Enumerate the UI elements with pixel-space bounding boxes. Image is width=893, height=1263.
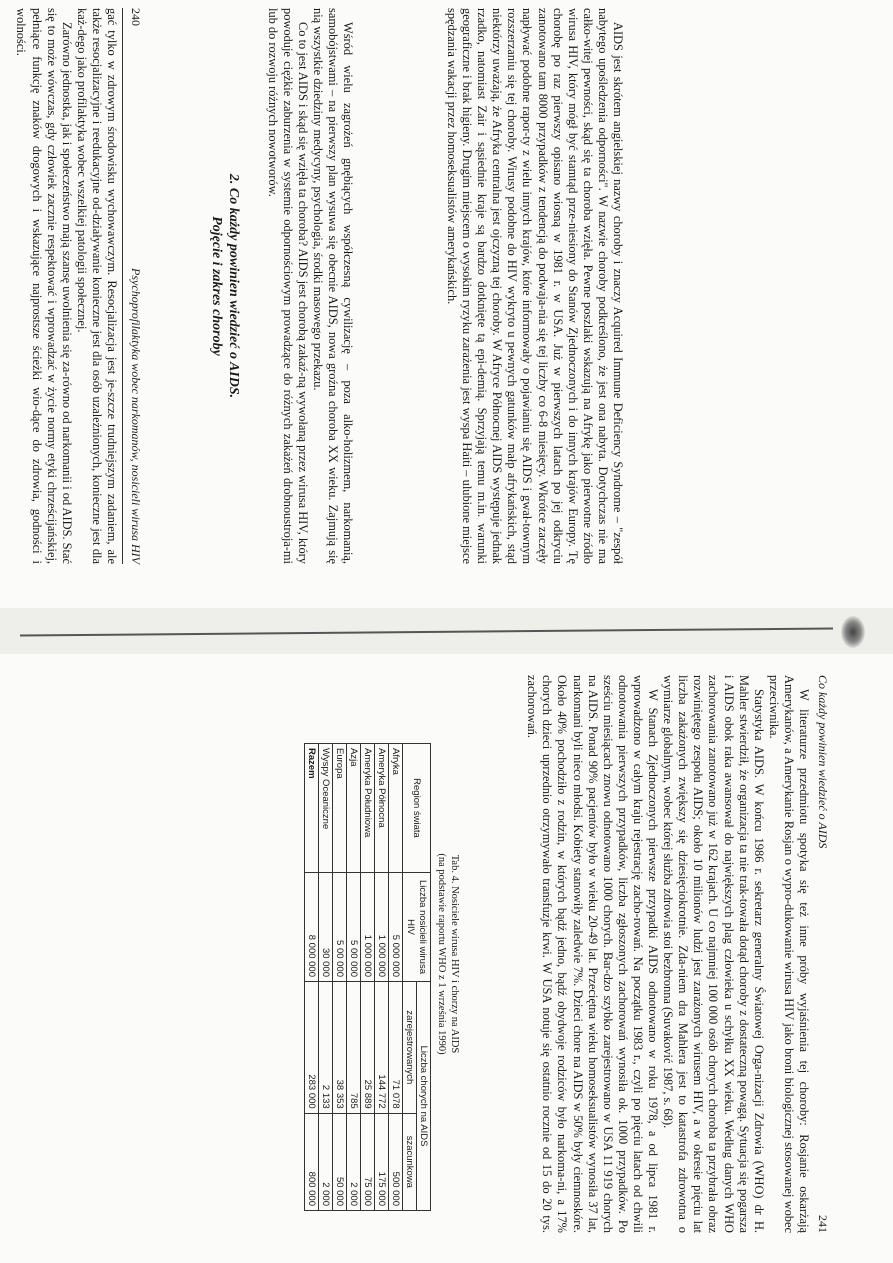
region-cell: Europa [333,744,347,873]
estimated-cell: 175 000 [375,1113,389,1210]
table-caption-title: Tab. 4. Nosiciele wirusa HIV i chorzy na AIDS [449,854,460,1054]
section-subtitle: Pojęcie i zakres choroby [209,216,224,356]
page-gutter [0,608,893,654]
carriers-header: Liczba nosicieli wirusa HIV [403,873,431,982]
body-text [249,8,355,564]
paragraph: AIDS jest skrótem angielskiej nazwy choroby i znaczy Acquired Immune Deficiency Syndrome – "zespół nabytego upośledzenia odporności". W nazwie choroby podkreślono, że jest ona nabyta. Dotychczas nie ma całko-witej pewności, skąd się ta choroba wzięła. Pewne poszlaki wskazują na Afrykę jako pierwotne źródło wirusa HIV, który mógł być stamtąd prze-niesiony do Stanów Zjednoczonych i do innych krajów Europy. Tę chorobę po raz pierwszy opisano wiosną w 1981 r. w USA. Już w pierwszych latach po jej odkryciu zanotowano tam 8000 przypadków z tendencją do podwaja-nia się tej liczby co 6-8 miesięcy. Wkrótce zaczęły napływać podobne rapor-ty z wielu innych krajów, które informowały o pojawianiu się AIDS i gwał-townym rozszerzaniu się tej choroby. Wirusy podobne do HIV wykryto u pewnych gatunków małp afrykańskich, stąd niektórzy uważają, że Afryka centralna jest ojczyzną tej choroby. W Afryce Północnej AIDS występuje jednak rzadko, natomiast Zair i sąsiednie kraje są bardzo dotknięte tą epi-demią. Sprzyjają temu m.in. warunki geograficzne i brak higieny. Drugim miejscem o wysokim ryzyku zarażenia jest wyspa Haiti – ulubione miejsce spędzania wakacji przez homoseksualistów amerykańskich. [444,8,625,564]
registered-cell: 785 [347,982,361,1114]
carriers-cell: 5 000 000 [389,873,403,982]
region-cell: Afryka [389,744,403,873]
page-number: 241 [816,1215,830,1233]
total-label-cell: Razem [305,744,319,873]
cases-header: Liczba chorych na AIDS [417,982,431,1211]
paragraph: Zarówno jednostka, jak i społeczeństwo mają szansę uwolnienia się za-równo od narkomanii i od AIDS. Stać się to może wówczas, gdy człowiek zacznie respektować i wprowadzać w życie normy etyki chrześcijańskiej, pełniące funkcję znaków drogowych i wskazujące najprostsze ścieżki wio-dące do zdrowia, godności i wolności. [14,8,74,564]
estimated-header: szacunkowa [403,1113,417,1210]
right-page [0,655,893,1255]
left-page-header [128,8,143,564]
section-heading [208,8,242,564]
page-number: 240 [129,8,143,26]
estimated-cell: 50 000 [333,1113,347,1210]
table-caption-source: (na podstawie raportu WHO z 1 września 1990) [436,853,447,1055]
carriers-cell: 1 000 000 [375,873,389,982]
body-text-continued [359,8,625,564]
paragraph: Wśród wielu zagrożeń gnębiących współczesną cywilizację – poza alko-holizmem, narkomanią, samobójstwami – na pierwszy plan wysuwa się obecnie AIDS, nowa groźna choroba XX wieku. Zajmują się nią wszystkie dziedziny medycyny, psychologia, środki masowego przekazu. [310,8,355,564]
paragraph: W Stanach Zjednoczonych pierwsze przypadki AIDS odnotowano w roku 1978, a od lipca 1981 r. wprowadzono w całym kraju rejestrację zacho-rowań. Na początku 1983 r., czyli po pięciu latach od chwili odnotowania pierwszych przypadków, liczba zgłoszonych zachorowań wynosiła ok. 1000 przypadków. Po sześciu miesiącach znowu odnotowano 1000 chorych. Bar-dzo szybko zarejestrowano w USA 11 919 chorych na AIDS. Ponad 90% pacjentów było w wieku 20-49 lat. Przeciętna wieku homoseksualistów wynosiła 37 lat, narkomani byli nieco młodsi. Kobiety stanowiły zaledwie 7%. Dzieci chore na AIDS w 50% były ciemnoskóre. Około 40% pochodziło z rodzin, w których bądź jedno, bądź obydwoje rodziców było narkoma-ni, a 17% chorych dzieci uprzednio otrzymywało transfuzje krwi. W USA notuje się ostatnio rocznie od 15 do 20 tys. zachorowań. [525,675,661,1233]
estimated-cell: 2 000 [347,1113,361,1210]
estimated-cell: 75 000 [361,1113,375,1210]
right-body-text [469,675,811,1233]
total-estimated-cell: 800 000 [305,1113,319,1210]
paragraph: Statystyka AIDS. W końcu 1986 r. sekretarz generalny Światowej Orga-nizacji Zdrowia (WHO) dr H. Mahler stwierdził, że organizacja ta nie trak-towała dotąd choroby z dostateczną powagą. Sytuacja się pogarsza i AIDS obok raka awansował do największych plag człowieka u schyłku XX wieku. Według danych WHO zachorowania zanotowano już w 162 krajach. U co najmniej 100 000 osób chorych choroba ta przybrała obraz rozwiniętego zespołu AIDS; około 10 milionów ludzi jest zarażonych wirusem HIV, a w okresie pięciu lat liczba zakażonych zwiększy się dziesięciokrotnie. Zda-niem dra Mahlera jest to katastrofa zdrowotna o wymiarze globalnym, wobec której służba zdrowia stoi bezbronna (Suvaković 1987, s. 68). [661,675,766,1233]
table-row [319,744,333,1211]
table-row [375,744,389,1211]
left-page [0,0,893,600]
running-title: Psychoprofilaktyka wobec narkomanów, nosicieli wirusa HIV [129,268,143,564]
carriers-cell: 30 000 [319,873,333,982]
total-registered-cell: 283 000 [305,982,319,1114]
table-row [361,744,375,1211]
region-cell: Ameryka Południowa [361,744,375,873]
table-row [333,744,347,1211]
registered-cell: 71 078 [389,982,403,1114]
registered-cell: 25 889 [361,982,375,1114]
estimated-cell: 2 000 [319,1113,333,1210]
table-row [389,744,403,1211]
paragraph: gać tylko w zdrowym środowisku wychowawczym. Resocjalizacja jest je-szcze trudniejszym zadaniem, ale także resocjalizacyjne i reedukacyjne od-działywanie konieczne jest dla osób uzależnionych, konieczne jest dla każ-dego jako profilaktyka wobec wszelkiej patologii społecznej. [74,8,119,564]
paragraph: Co to jest AIDS i skąd się wzięła ta choroba? AIDS jest chorobą zakaź-ną wywołaną przez wirusa HIV, który powoduje ciężkie zaburzenia w systemie odpornościowym prowadzące do różnych zakażeń drobnoustroja-mi lub do rozwoju różnych nowotworów. [265,8,310,564]
carriers-cell: 5 00 000 [333,873,347,982]
section-title: 2. Co każdy powinien wiedzieć o AIDS. [226,173,241,399]
registered-cell: 38 353 [333,982,347,1114]
region-header: Region świata [403,744,431,873]
paragraph: W literaturze przedmiotu spotyka się też inne próby wyjaśnienia tej choroby: Rosjanie oskarżają Amerykanów, a Amerykanie Rosjan o wypro-dukowanie wirusa HIV jako broni biologicznej stosowanej wobec przeciwnika. [766,675,811,1233]
registered-cell: 2 133 [319,982,333,1114]
estimated-cell: 500 000 [389,1113,403,1210]
header-rule [122,8,123,564]
table-row [347,744,361,1211]
region-cell: Wyspy Oceaniczne [319,744,333,873]
region-cell: Azja [347,744,361,873]
right-page-header [815,675,830,1233]
carriers-cell: 1 000 000 [361,873,375,982]
table-total-row [305,744,319,1211]
intro-text [0,8,119,564]
carriers-cell: 5 00 000 [347,873,361,982]
registered-header: zarejestrowanych [403,982,417,1114]
scan-smudge [841,616,865,648]
hiv-aids-table [304,743,431,1211]
running-title: Co każdy powinien wiedzieć o AIDS [816,675,830,849]
table-caption [435,675,461,1233]
registered-cell: 144 772 [375,982,389,1114]
table-header-row [417,744,431,1211]
gutter-rule [20,627,833,636]
region-cell: Ameryka Północna [375,744,389,873]
total-carriers-cell: 8 000 000 [305,873,319,982]
